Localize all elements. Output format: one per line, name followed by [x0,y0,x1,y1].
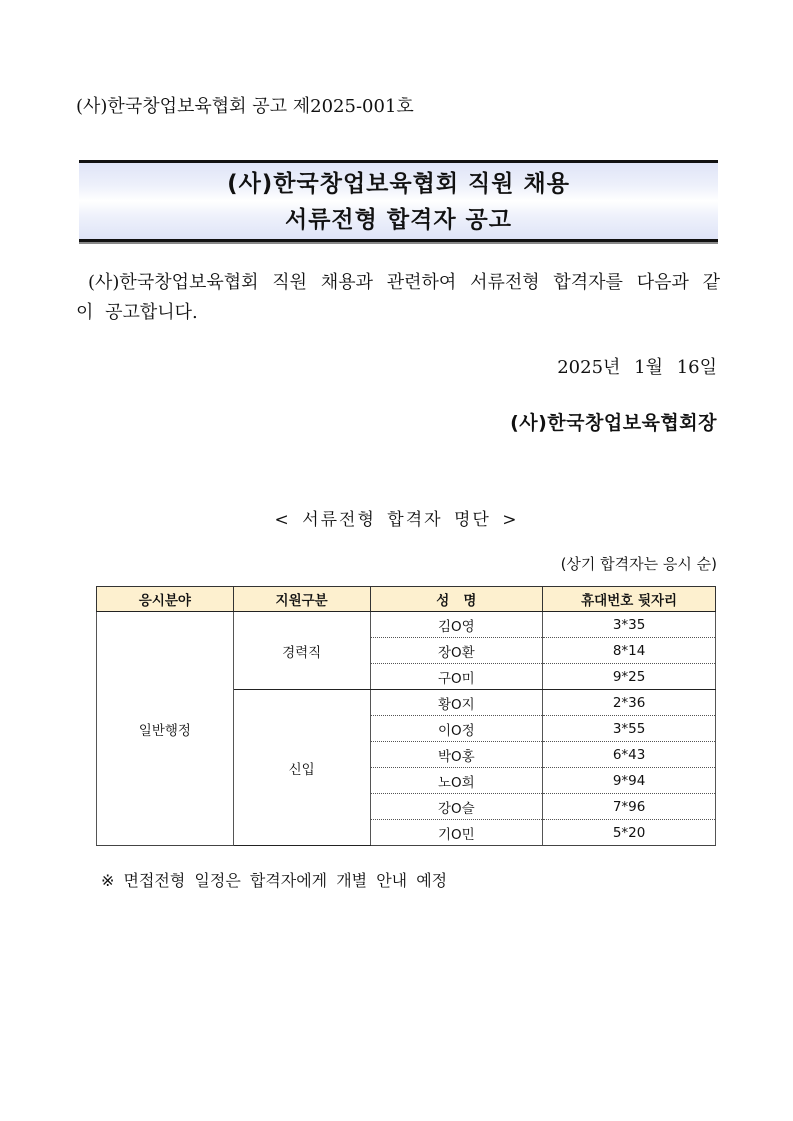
header-category: 지원구분 [233,587,370,612]
list-title: < 서류전형 합격자 명단 > [274,510,519,530]
name-cell: 황O지 [370,690,543,716]
name-cell: 이O정 [370,716,543,742]
title-box [79,160,718,242]
category-cell: 경력직 [233,612,370,690]
name-cell: 장O환 [370,638,543,664]
phone-cell: 9*25 [543,664,716,690]
intro-paragraph [76,268,720,328]
header-phone: 휴대번호 뒷자리 [543,587,716,612]
name-cell: 강O슬 [370,794,543,820]
header-field: 응시분야 [97,587,234,612]
applicant-table [96,586,716,846]
footnote: ※ 면접전형 일정은 합격자에게 개별 안내 예정 [101,871,448,890]
phone-cell: 8*14 [543,638,716,664]
phone-cell: 3*55 [543,716,716,742]
phone-cell: 6*43 [543,742,716,768]
table-header-row [97,587,716,612]
intro-text: (사)한국창업보육협회 직원 채용과 관련하여 서류전형 합격자를 다음과 같이 공고합니다. [76,272,720,323]
title-line-2: 서류전형 합격자 공고 [285,207,512,233]
name-cell: 노O희 [370,768,543,794]
phone-cell: 7*96 [543,794,716,820]
table-row [97,612,716,638]
name-cell: 기O민 [370,820,543,846]
field-cell: 일반행정 [97,612,234,846]
title-line-1: (사)한국창업보육협회 직원 채용 [227,171,570,197]
announcement-date: 2025년 1월 16일 [557,357,717,378]
category-cell: 신입 [233,690,370,846]
phone-cell: 9*94 [543,768,716,794]
phone-cell: 5*20 [543,820,716,846]
name-cell: 김O영 [370,612,543,638]
header-name: 성 명 [370,587,543,612]
phone-cell: 3*35 [543,612,716,638]
list-note: (상기 합격자는 응시 순) [560,555,717,573]
issuer-name: (사)한국창업보육협회장 [510,412,717,434]
notice-number: (사)한국창업보육협회 공고 제2025-001호 [76,96,414,117]
name-cell: 구O미 [370,664,543,690]
phone-cell: 2*36 [543,690,716,716]
name-cell: 박O홍 [370,742,543,768]
